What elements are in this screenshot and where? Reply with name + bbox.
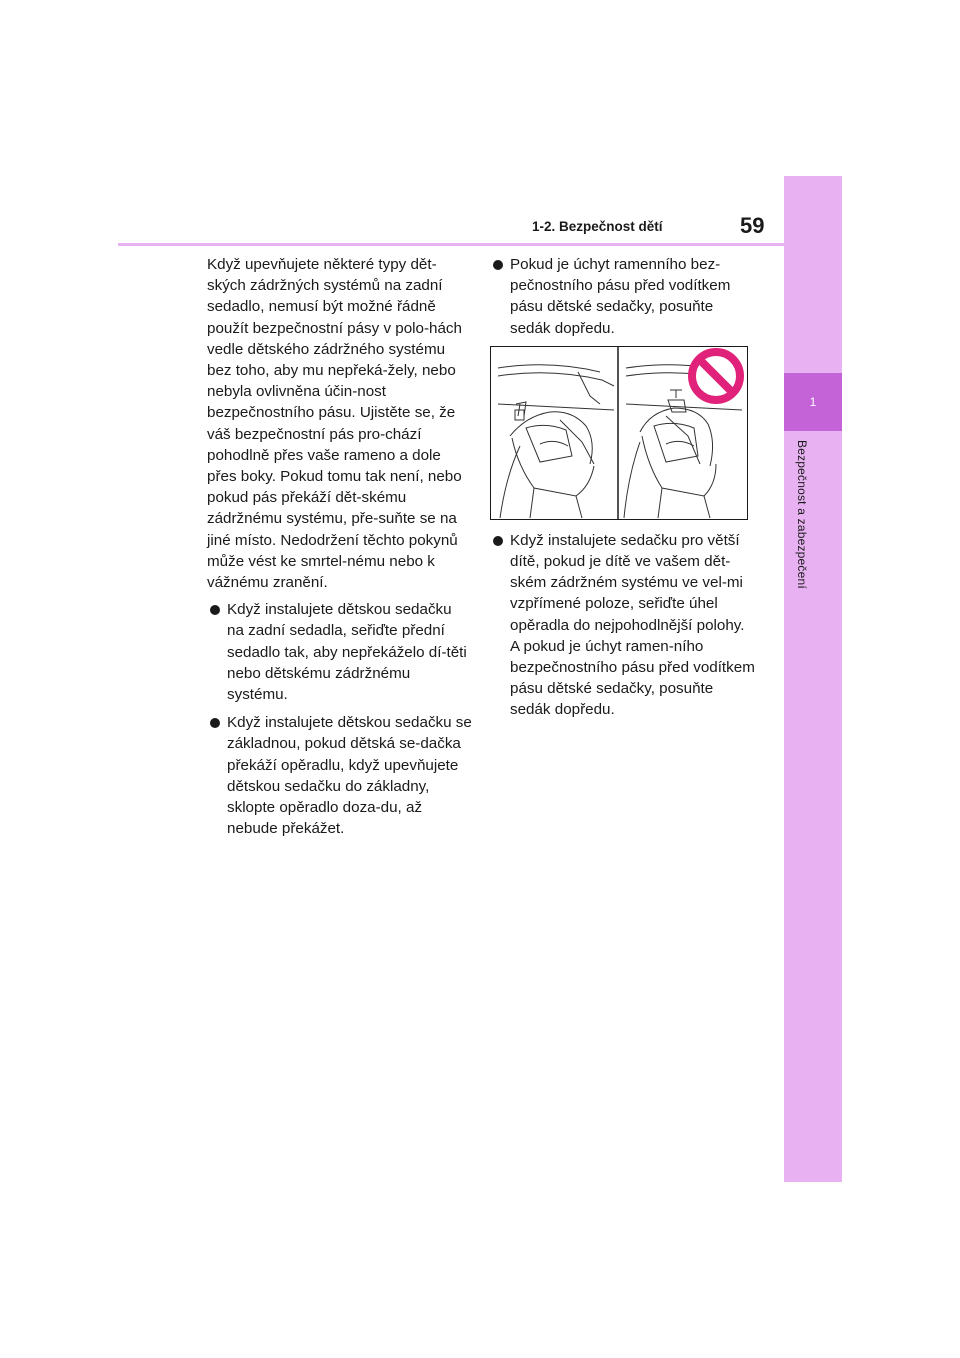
section-title: 1-2. Bezpečnost dětí	[532, 219, 663, 234]
bullet-icon	[210, 718, 220, 728]
side-chapter-number: 1	[809, 395, 817, 409]
warning-paragraph: Když upevňujete některé typy dět-ských zádržných systémů na zadní sedadlo, nemusí být možné řádně použít bezpečnostní pásy v polo-hách vedle dětského zádržného systému bez toho, aby mu nepřeká-žely, nebo nebyla ovlivněna účin-nost bezpečnostního pásu. Ujistěte se, že váš bezpečnostní pás pro-chází pohodlně přes vaše rameno a dole přes boky. Pokud tomu tak není, nebo pokud pás překáží dět-skému zádržnému systému, pře-suňte se na jiné místo. Nedodržení těchto pokynů může vést ke smrtel-nému nebo k vážnému zranění.	[207, 256, 462, 592]
list-item	[207, 599, 472, 705]
list-item	[490, 530, 755, 721]
illustration-svg	[490, 346, 748, 520]
header-rule	[118, 243, 784, 246]
list-item-text: Když instalujete dětskou sedačku se základnou, pokud dětská se-dačka překáží opěradlu, když upevňujete dětskou sedačku do základny, sklopte opěradlo doza-du, až nebude překážet.	[227, 714, 472, 838]
list-item-text: Když instalujete dětskou sedačku na zadní sedadla, seřiďte přední sedadlo tak, aby nepřekáželo dí-těti nebo dětskému zádržnému systému.	[227, 601, 467, 704]
side-chapter-title: Bezpečnost a zabezpečení	[795, 440, 809, 589]
child-seat-illustration	[490, 346, 748, 520]
right-column	[490, 254, 755, 728]
bullet-icon	[210, 605, 220, 615]
list-item	[207, 712, 472, 839]
prohibition-icon	[692, 352, 740, 400]
side-tab	[784, 176, 842, 1182]
list-item	[490, 254, 755, 339]
left-column	[207, 254, 472, 846]
bullet-icon	[493, 260, 503, 270]
bullet-icon	[493, 536, 503, 546]
list-item-text: Pokud je úchyt ramenního bez-pečnostního pásu před vodítkem pásu dětské sedačky, posuňte sedák dopředu.	[510, 256, 731, 337]
list-item-text: Když instalujete sedačku pro větší dítě, pokud je dítě ve vašem dět-ském zádržném systému ve vel-mi vzpřímené poloze, seřiďte úhel opěradla do nejpohodlnější polohy. A pokud je úchyt ramen-ního bezpečnostního pásu před vodítkem pásu dětské sedačky, posuňte sedák dopředu.	[510, 531, 755, 719]
page-number: 59	[740, 213, 765, 238]
side-chapter-marker	[784, 373, 842, 431]
